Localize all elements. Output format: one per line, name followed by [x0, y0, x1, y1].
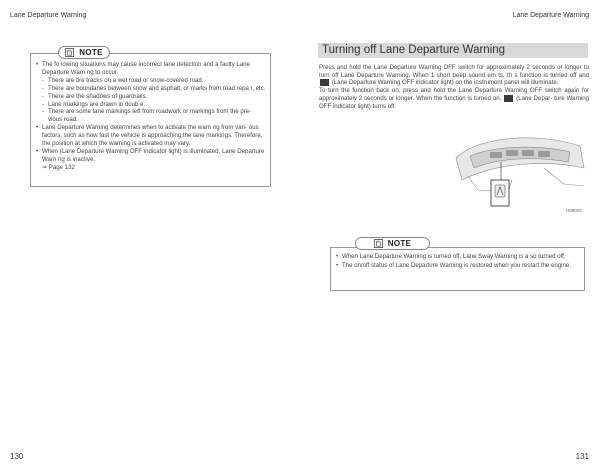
note-subitem: - There are some lane markings left from roadwork or markings from the pre- vious road.: [36, 108, 267, 124]
page-reference-link[interactable]: ⇒ Page 132: [42, 163, 75, 171]
note-item: • When Lane Departure Warning is turned off, Lane Sway Warning is a so turned off.: [336, 252, 580, 261]
figure-code: H08004: [566, 208, 582, 213]
section-title: Turning off Lane Departure Warning: [318, 43, 588, 58]
left-note-text: [36, 61, 267, 172]
note-subitem: - Lane markings are drawn in doub e.: [36, 101, 267, 109]
note-title: NOTE: [387, 239, 412, 248]
section-body: Press and hold the Lane Departure Warning OFF switch for approximately 2 seconds or longer to turn off Lane Departure Warning. When 1 short beep sound em ts, th s function is turned off and (Lane Departure Warning OFF indicator light) on the instrument panel will illuminate. To turn the function back on, press and hold the Lane Departure Warning OFF switch again for approximately 2 seconds or longer. When the function is turned on, (Lane Depar- ture Warning OFF indicator light) turns off.: [319, 64, 589, 110]
overhead-console-illustration: [448, 128, 588, 220]
note-subitem: - There are boundaries between snow and asphalt, or marks from road repa r, etc.: [36, 85, 267, 93]
running-header-left: Lane Departure Warning: [10, 12, 87, 19]
note-item: • Lane Departure Warning determines when to activate the warn ng from vari- ous factors, such as how fast the vehicle is approaching the lane markings. Therefore, the position at which the warning is activated may vary.: [36, 124, 267, 148]
page-number-right: 131: [575, 452, 589, 461]
note-title: NOTE: [79, 48, 103, 57]
lane-departure-off-indicator-icon: [504, 95, 513, 102]
lane-departure-off-indicator-icon: [320, 79, 329, 86]
note-item: • The on/off status of Lane Departure Warning is restored when you restart the engine.: [336, 261, 580, 270]
note-subitem: - There are the shadows of guardrails.: [36, 93, 267, 101]
left-note-label: [58, 46, 110, 59]
note-item: • The fo lowing situations may cause incorrect lane detection and a faulty Lane Departure Warn ng to occur.: [36, 61, 267, 77]
right-note-label: [355, 237, 430, 250]
note-subitem: - There are tire tracks on a wet road or snow-covered road.: [36, 77, 267, 85]
hand-icon: [65, 48, 74, 57]
running-header-right: Lane Departure Warning: [512, 12, 589, 19]
page-number-left: 130: [10, 452, 24, 461]
note-item: • When (Lane Departure Warning OFF indicator light) is illuminated, Lane Departure Warn ng is inactive.: [36, 148, 267, 164]
right-note-text: [336, 252, 580, 270]
hand-icon: [374, 239, 383, 248]
